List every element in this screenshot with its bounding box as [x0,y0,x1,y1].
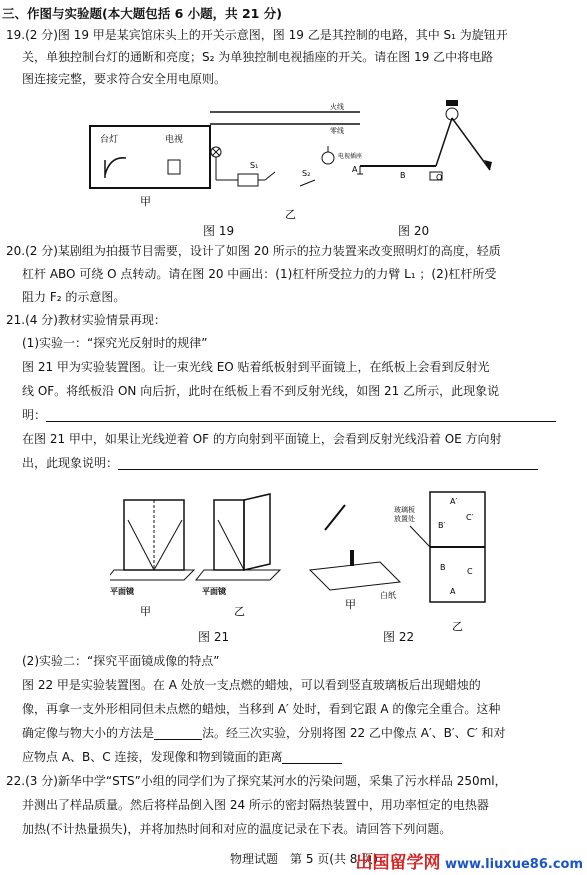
glass-label-1: 玻璃板 [394,506,415,514]
candle-glass [325,505,345,530]
watermark-url: www.liuxue86.com [440,857,583,872]
neutral-wire-label: 零线 [330,127,344,135]
tv-label: 电视 [165,135,184,145]
s2-switch [300,180,315,186]
knob-arc [105,158,126,175]
q21-line-5-text: 明： [22,408,47,422]
c-prime-label: C′ [466,513,474,522]
incident-ray-yi [218,520,244,570]
point-o: O [436,173,443,182]
page-footer: 物理试题 第 5 页(共 8 页) [230,852,378,866]
answer-blank-1[interactable] [46,409,556,422]
mirror-yi [196,570,280,580]
q22-line-2: 并测出了样品质量。然后将样品倒入图 24 所示的密封隔热装置中，用功率恒定的电热器 [22,798,489,812]
answer-blank-2[interactable] [118,457,538,470]
q20-line-2: 杠杆 ABO 可绕 O 点转动。请在图 20 中画出：(1)杠杆所受拉力的力臂 L₁ ；(2)杠杆所受 [22,267,497,281]
answer-blank-4[interactable] [282,751,342,764]
point-b: B [400,171,406,180]
paper-board-yi-left [214,500,244,570]
q21-line-1: 21.(4 分)教材实验情景再现： [6,313,166,327]
fig19-caption: 图 19 [203,224,235,238]
mirror-jia [110,570,194,580]
a-prime-label: A′ [450,497,458,506]
q21b-line-5 [22,750,342,764]
q21-line-3: 图 21 甲为实验装置图。让一束光线 EO 贴着纸板射到平面镜上，在纸板上会看到反射光 [22,360,490,374]
incident-ray [128,520,154,570]
b-prime-label: B′ [438,521,446,530]
fig21-yi-label: 乙 [234,605,245,618]
fig20-caption: 图 20 [398,224,430,238]
socket-symbol [322,152,334,164]
watermark-cn: 出国留学网 [355,853,441,873]
mirror-label-yi: 平面镜 [202,587,226,596]
q21-line-6: 在图 21 甲中，如果让光线逆着 OF 的方向射到平面镜上，会看到反射光线沿着 OE 方向射 [22,432,502,446]
q19-line-3: 图连接完整，要求符合安全用电原则。 [22,72,227,86]
q21b-line-4 [22,726,506,740]
c-label: C [467,567,473,576]
q21b-line-4-text: 确定像与物大小的方法是 [22,726,155,740]
fig19-jia-label: 甲 [140,195,151,208]
watermark [356,848,584,873]
glass-label-2: 放置处 [394,515,415,523]
live-wire-label: 火线 [330,103,344,111]
q21-line-4: 线 OF。将纸板沿 ON 向后折，此时在纸板上看不到反射光线，如图 21 乙所示，此现象说 [22,384,500,398]
socket-label: 电视插座 [338,153,363,160]
s2-label: S₂ [302,169,311,178]
figure-19-20 [60,100,530,240]
q19-line-2: 关，单独控制台灯的通断和亮度；S₂ 为单独控制电视插座的开关。请在图 19 乙中将电路 [22,50,494,64]
pull-rope [452,118,490,170]
s1-switch [238,174,258,186]
a-label: A [450,587,456,596]
fig21-jia-label: 甲 [140,605,151,618]
figure-21-22 [110,490,510,635]
q21b-line-2: 图 22 甲是实验装置图。在 A 处放一支点燃的蜡烛，可以看到竖直玻璃板后出现蜡烛的 [22,678,481,692]
s1-label: S₁ [250,161,259,170]
q21b-line-1: (2)实验二：“探究平面镜成像的特点” [22,654,220,668]
q21b-line-3: 像，再拿一支外形相同但未点燃的蜡烛，当移到 A′ 处时，看到它跟 A 的像完全重合。这种 [22,702,501,716]
q19-line-1: 19.(2 分)图 19 甲是某宾馆床头上的开关示意图，图 19 乙是其控制的电路，其中 S₁ 为旋钮开 [6,28,508,42]
q20-line-3: 阻力 F₂ 的示意图。 [22,290,126,304]
reflected-ray [154,520,182,570]
lever-arm [436,118,452,166]
fig19-yi-label: 乙 [285,208,296,221]
q21-line-5 [22,408,556,422]
ceiling-mount [446,100,458,106]
fig22-yi-label: 乙 [452,620,463,633]
q20-line-1: 20.(2 分)某剧组为拍摄节目需要，设计了如图 20 所示的拉力装置来改变照明灯的高度，轻质 [6,244,501,258]
q21b-line-5-text: 应物点 A、B、C 连接，发现像和物到镜面的距离 [22,750,283,764]
paper-label: 白纸 [380,591,396,600]
point-a: A [352,165,358,174]
section-title: 三、作图与实验题(本大题包括 6 小题，共 21 分) [2,6,282,21]
q21-line-7-text: 出，此现象说明： [22,456,119,470]
q21-line-2: (1)实验一：“探究光反射时的规律” [22,336,208,350]
lamp-label: 台灯 [100,135,119,145]
candle [350,550,354,566]
fig22-jia-label: 甲 [345,598,356,611]
paper-board-yi-folded [244,494,270,570]
b-label: B [440,563,446,572]
q21b-line-4b-text: 法。经三次实验，分别将图 22 乙中像点 A′、B′、C′ 和对 [202,726,506,740]
tv-switch [168,160,180,174]
lamp-hook [357,166,363,174]
q21-line-7 [22,456,538,470]
fig22-caption: 图 22 [383,630,415,644]
answer-blank-3[interactable] [154,727,202,740]
q22-line-1: 22.(3 分)新华中学“STS”小组的同学们为了探究某河水的污染问题，采集了污水样品 250ml， [6,774,507,788]
mirror-label-jia: 平面镜 [110,587,134,596]
q22-line-3: 加热(不计热量损失)，并将加热时间和对应的温度记录在下表。请回答下列问题。 [22,822,452,836]
fig21-caption: 图 21 [198,630,230,644]
white-paper-jia [310,562,400,590]
